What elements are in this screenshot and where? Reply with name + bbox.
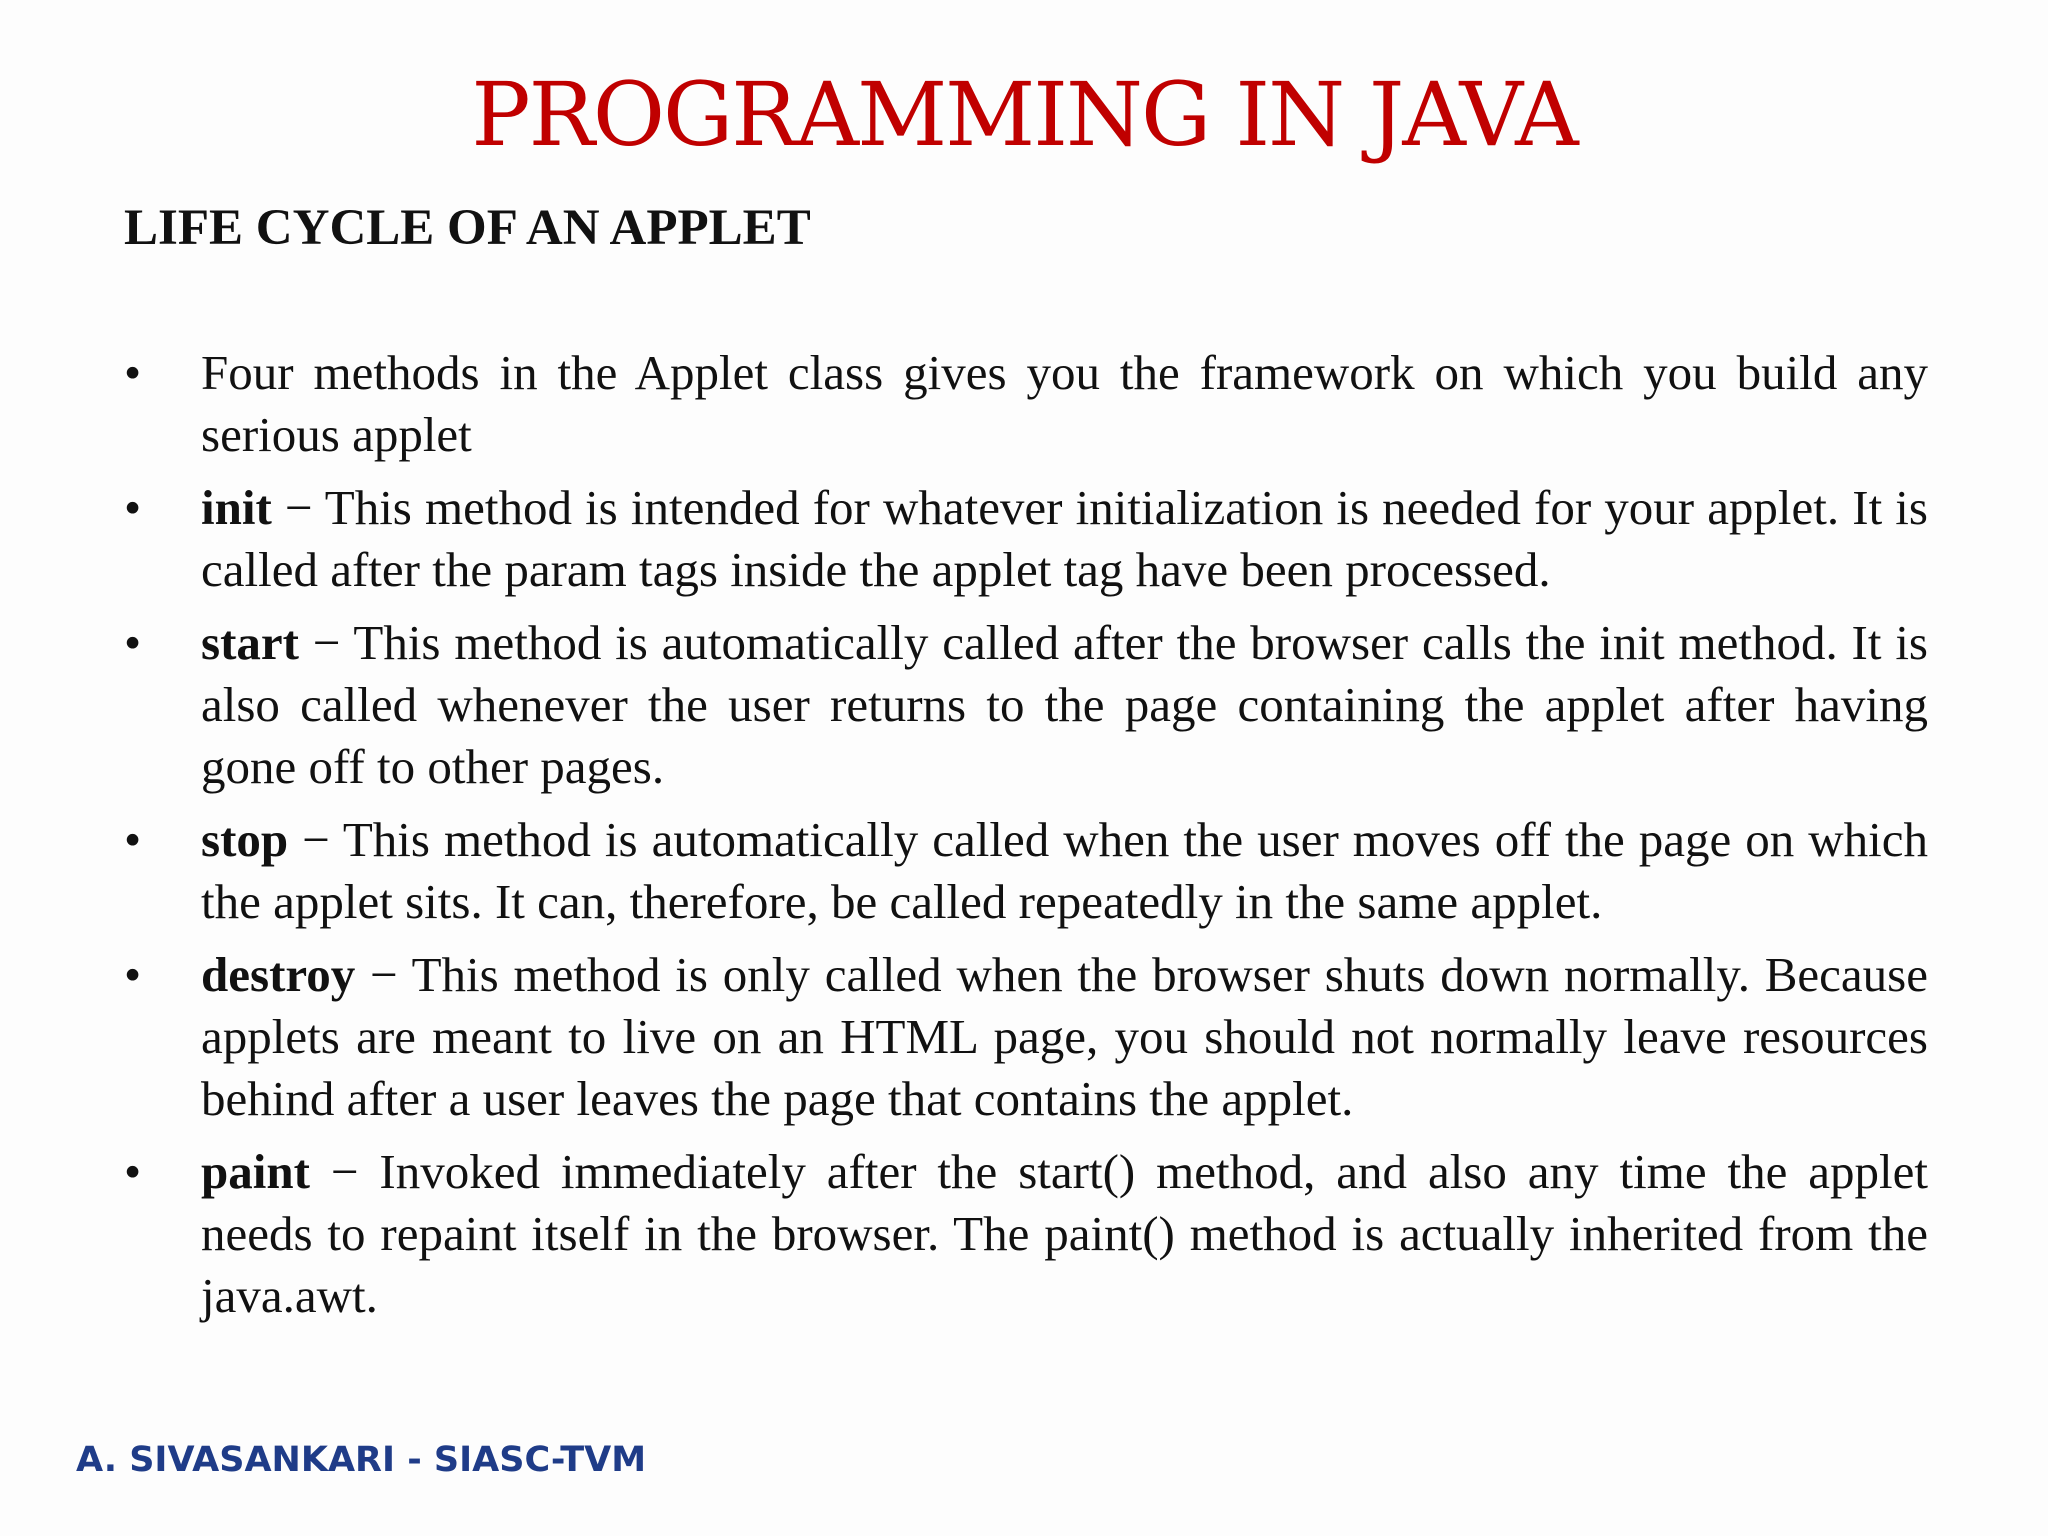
term-separator: − xyxy=(298,615,354,670)
bullet-item xyxy=(124,477,1928,601)
slide-subtitle: LIFE CYCLE OF AN APPLET xyxy=(124,200,811,256)
method-term: init xyxy=(201,480,272,535)
bullet-text: Invoked immediately after the start() method, and also any time the applet needs to repaint itself in the browser. The paint() method is actually inherited from the java.awt. xyxy=(201,1144,1928,1323)
bullet-text: This method is automatically called when the user moves off the page on which the applet sits. It can, therefore, be called repeatedly in the same applet. xyxy=(201,812,1928,929)
bullet-mark: • xyxy=(124,480,142,535)
method-term: paint xyxy=(201,1144,310,1199)
bullet-mark: • xyxy=(124,812,142,867)
term-separator: − xyxy=(309,1144,380,1199)
bullet-text: This method is intended for whatever initialization is needed for your applet. It is called after the param tags inside the applet tag have been processed. xyxy=(201,480,1928,597)
bullet-mark: • xyxy=(124,615,142,670)
footer-author: A. SIVASANKARI - SIASC-TVM xyxy=(76,1440,647,1480)
bullet-mark: • xyxy=(124,1144,142,1199)
bullet-item xyxy=(124,944,1928,1130)
bullet-mark: • xyxy=(124,345,142,400)
method-term: destroy xyxy=(201,947,356,1002)
slide-title: PROGRAMMING IN JAVA xyxy=(471,63,1577,166)
term-separator: − xyxy=(355,947,412,1002)
bullet-mark: • xyxy=(124,947,142,1002)
bullet-item xyxy=(124,809,1928,933)
bullet-item xyxy=(124,1141,1928,1327)
bullet-text: Four methods in the Applet class gives you the framework on which you build any serious applet xyxy=(201,345,1928,462)
bullet-item xyxy=(124,342,1928,466)
bullet-list xyxy=(124,342,1928,1338)
bullet-text: This method is automatically called after the browser calls the init method. It is also called whenever the user returns to the page containing the applet after having gone off to other pages. xyxy=(201,615,1928,794)
term-separator: − xyxy=(271,480,325,535)
term-separator: − xyxy=(288,812,343,867)
bullet-item xyxy=(124,612,1928,798)
bullet-text: This method is only called when the browser shuts down normally. Because applets are meant to live on an HTML page, you should not normally leave resources behind after a user leaves the page that contains the applet. xyxy=(201,947,1928,1126)
method-term: start xyxy=(201,615,299,670)
method-term: stop xyxy=(201,812,289,867)
